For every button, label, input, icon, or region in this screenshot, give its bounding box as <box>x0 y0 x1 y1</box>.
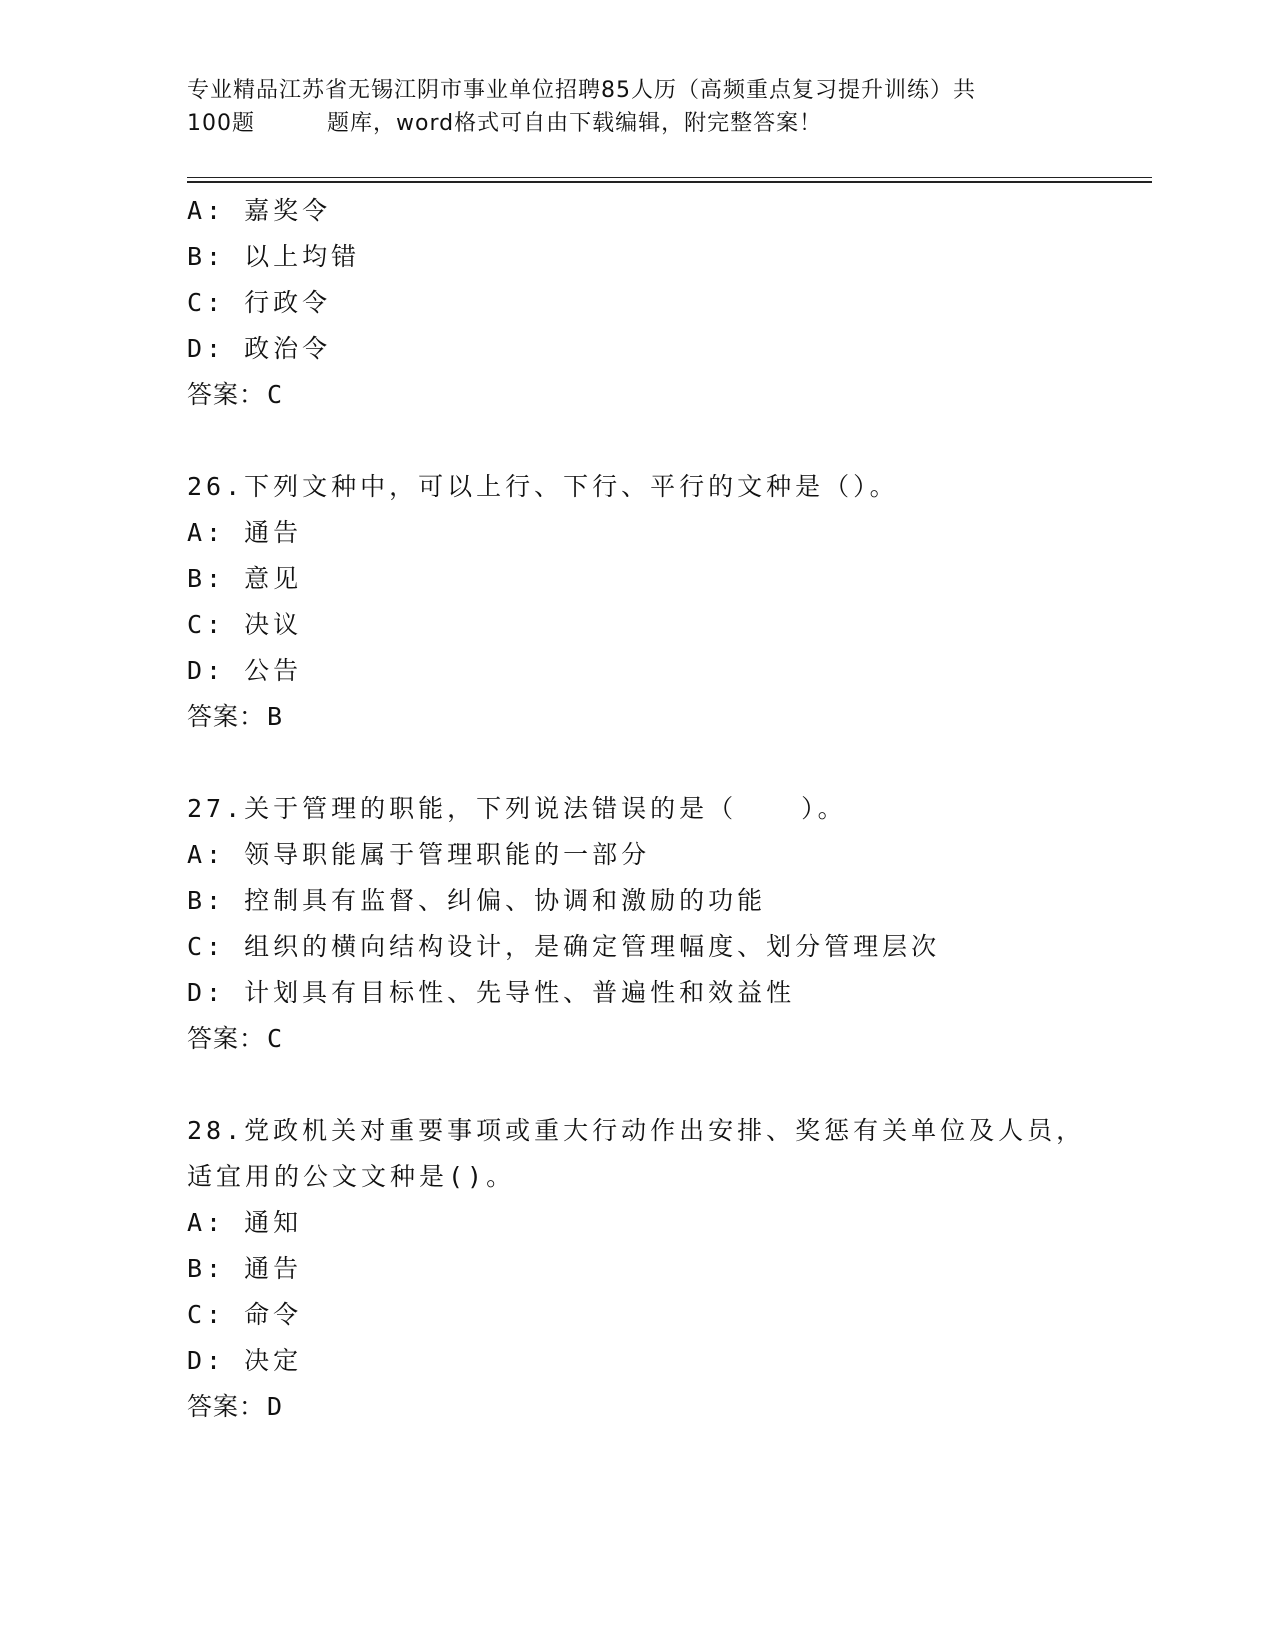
header-title-line1: 专业精品江苏省无锡江阴市事业单位招聘85人历（高频重点复习提升训练）共 <box>187 78 976 103</box>
question-stem-line2: 适宜用的公文文种是()。 <box>187 1162 516 1191</box>
answer-value: C <box>267 1024 284 1053</box>
question-stem-line1: 28.党政机关对重要事项或重大行动作出安排、奖惩有关单位及人员， <box>187 1116 1086 1145</box>
option-b: B: 意见 <box>187 564 303 593</box>
option-c: C: 命令 <box>187 1300 303 1329</box>
header-question-count: 100题 <box>187 111 255 136</box>
header-title-line2 <box>187 107 1087 140</box>
option-c: C: 组织的横向结构设计，是确定管理幅度、划分管理层次 <box>187 932 941 961</box>
document-header <box>187 74 1087 140</box>
question-stem: 26.下列文种中，可以上行、下行、平行的文种是（）。 <box>187 472 899 501</box>
question-27 <box>187 786 1147 1062</box>
header-divider-thin <box>187 177 1152 178</box>
answer-line: 答案：C <box>187 380 284 409</box>
option-c: C: 决议 <box>187 610 303 639</box>
option-d: D: 政治令 <box>187 334 332 363</box>
option-a: A: 通知 <box>187 1208 303 1237</box>
answer-line: 答案：D <box>187 1392 284 1421</box>
option-a: A: 通告 <box>187 518 303 547</box>
header-description: 题库，word格式可自由下载编辑，附完整答案！ <box>327 111 823 136</box>
question-26 <box>187 464 1147 740</box>
answer-value: C <box>267 380 284 409</box>
option-a: A: 嘉奖令 <box>187 196 332 225</box>
option-a: A: 领导职能属于管理职能的一部分 <box>187 840 651 869</box>
answer-line: 答案：B <box>187 702 284 731</box>
question-stem: 27.关于管理的职能，下列说法错误的是（ ）。 <box>187 794 847 823</box>
answer-line: 答案：C <box>187 1024 284 1053</box>
option-b: B: 通告 <box>187 1254 303 1283</box>
question-28 <box>187 1108 1147 1430</box>
option-b: B: 以上均错 <box>187 242 361 271</box>
answer-value: D <box>267 1392 284 1421</box>
option-d: D: 公告 <box>187 656 303 685</box>
question-25-options <box>187 188 1147 418</box>
answer-value: B <box>267 702 284 731</box>
question-list <box>187 188 1147 1430</box>
option-d: D: 决定 <box>187 1346 303 1375</box>
option-d: D: 计划具有目标性、先导性、普遍性和效益性 <box>187 978 796 1007</box>
option-b: B: 控制具有监督、纠偏、协调和激励的功能 <box>187 886 767 915</box>
header-divider-thick <box>187 181 1152 183</box>
option-c: C: 行政令 <box>187 288 332 317</box>
